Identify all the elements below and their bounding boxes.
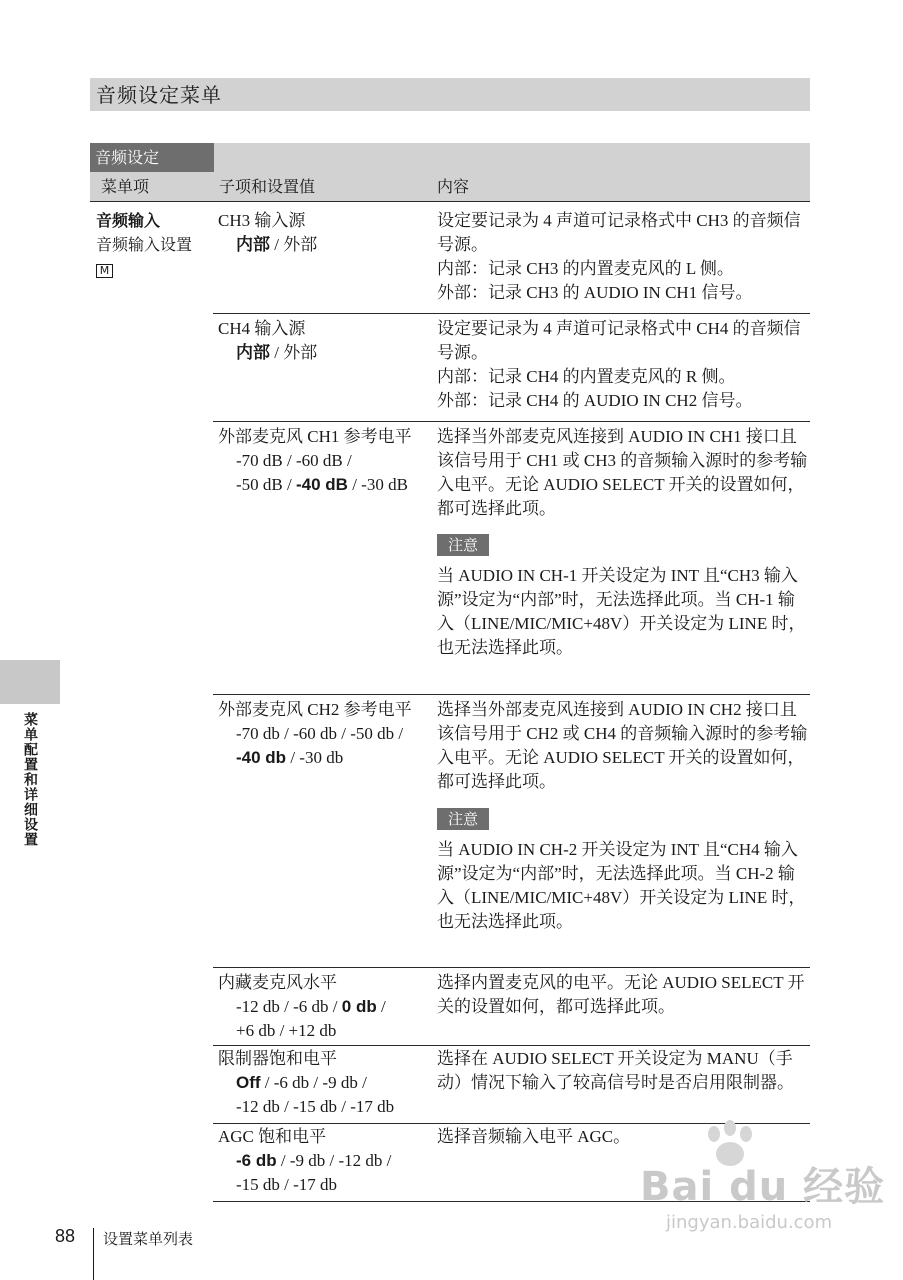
sub-item-options: [218, 233, 433, 257]
footer-title: 设置菜单列表: [103, 1230, 194, 1248]
sub-item-options: -70 dB / -60 dB /: [236, 451, 352, 470]
option-values: / -6 db / -9 db /: [260, 1073, 367, 1092]
option-values: / 外部: [270, 343, 318, 362]
description-line: 内部：记录 CH3 的内置麦克风的 L 侧。: [437, 259, 734, 278]
row-divider: [213, 421, 810, 422]
category-tag: 音频设定: [90, 143, 214, 172]
sub-item-options: [218, 473, 433, 497]
sub-item-options: [218, 1071, 433, 1095]
sub-item-options: [218, 746, 433, 770]
row-divider: [213, 1045, 810, 1046]
sub-item: [218, 1125, 433, 1197]
sub-item-options: -12 db / -15 db / -17 db: [236, 1097, 395, 1116]
sub-item: [218, 425, 433, 497]
description: 选择音频输入电平 AGC。: [437, 1127, 631, 1146]
sub-item-name: 外部麦克风 CH2 参考电平: [218, 700, 412, 719]
sub-item: [218, 698, 433, 770]
menu-item-name: 音频输入: [96, 211, 161, 230]
sub-item-name: AGC 饱和电平: [218, 1127, 327, 1146]
option-values: -50 dB /: [236, 475, 296, 494]
default-value: 内部: [236, 235, 270, 254]
sub-item-name: CH4 输入源: [218, 319, 306, 338]
option-values: -12 db / -6 db /: [236, 997, 342, 1016]
header-item: 菜单项: [101, 177, 150, 196]
note-text: 当 AUDIO IN CH-2 开关设定为 INT 且“CH4 输入源”设定为“内部”时，无法选择此项。当 CH-2 输入（LINE/MIC/MIC+48V）开关设定为 LINE 时，也无法选择此项。: [437, 840, 806, 931]
footer-divider: [93, 1228, 94, 1280]
sub-item-name: 外部麦克风 CH1 参考电平: [218, 427, 412, 446]
sub-item: [218, 1047, 433, 1119]
description-line: 设定要记录为 4 声道可记录格式中 CH4 的音频信号源。: [437, 319, 801, 362]
option-values: / -30 dB: [347, 475, 408, 494]
description: [437, 209, 811, 305]
side-tab-marker: [0, 660, 60, 704]
menu-item-cell: [96, 209, 206, 281]
sub-item-name: 限制器饱和电平: [218, 1049, 337, 1068]
table-header: [90, 143, 810, 201]
watermark-logo: Bai du 经验: [640, 1164, 886, 1210]
default-value: 内部: [236, 343, 270, 362]
mode-badge: M: [96, 264, 113, 278]
page-number: 88: [55, 1226, 76, 1246]
note-text: 当 AUDIO IN CH-1 开关设定为 INT 且“CH3 输入源”设定为“内部”时，无法选择此项。当 CH-1 输入（LINE/MIC/MIC+48V）开关设定为 LINE 时，也无法选择此项。: [437, 566, 806, 657]
default-value: -40 dB: [295, 475, 348, 494]
header-content: 内容: [437, 177, 470, 196]
description-line: 外部：记录 CH4 的 AUDIO IN CH2 信号。: [437, 391, 753, 410]
option-values: / 外部: [270, 235, 318, 254]
header-divider: [90, 201, 810, 202]
watermark-url: jingyan.baidu.com: [666, 1212, 833, 1233]
sub-item-options: [218, 995, 433, 1019]
option-values: / -9 db / -12 db /: [276, 1151, 392, 1170]
default-value: 0 db: [341, 997, 377, 1016]
note-label: 注意: [437, 534, 489, 556]
menu-item-desc: 音频输入设置: [96, 235, 193, 254]
sub-item-options: +6 db / +12 db: [236, 1021, 337, 1040]
option-values: /: [376, 997, 386, 1016]
sub-item-name: 内藏麦克风水平: [218, 973, 337, 992]
sub-item: [218, 317, 433, 365]
description-line: 设定要记录为 4 声道可记录格式中 CH3 的音频信号源。: [437, 211, 801, 254]
option-values: / -30 db: [286, 748, 344, 767]
row-divider: [213, 313, 810, 314]
side-tab-label: 菜单配置和详细设置: [22, 712, 38, 847]
note-label: 注意: [437, 808, 489, 830]
description: [437, 317, 811, 413]
description: 选择当外部麦克风连接到 AUDIO IN CH1 接口且该信号用于 CH1 或 CH3 的音频输入源时的参考输入电平。无论 AUDIO SELECT 开关的设置如何，都可选择此项。: [437, 427, 808, 518]
sub-item-name: CH3 输入源: [218, 211, 306, 230]
description: 选择内置麦克风的电平。无论 AUDIO SELECT 开关的设置如何，都可选择此项。: [437, 973, 805, 1016]
header-sub: 子项和设置值: [219, 177, 316, 196]
sub-item-options: [218, 341, 433, 365]
default-value: -40 db: [236, 748, 287, 767]
row-divider: [213, 694, 810, 695]
row-divider: [213, 967, 810, 968]
description-line: 内部：记录 CH4 的内置麦克风的 R 侧。: [437, 367, 736, 386]
sub-item-options: -15 db / -17 db: [236, 1175, 338, 1194]
default-value: -6 db: [236, 1151, 277, 1170]
description-line: 外部：记录 CH3 的 AUDIO IN CH1 信号。: [437, 283, 753, 302]
section-title: 音频设定菜单: [90, 78, 810, 111]
sub-item: [218, 209, 433, 257]
sub-item-options: -70 db / -60 db / -50 db /: [236, 724, 404, 743]
default-value: Off: [236, 1073, 261, 1092]
sub-item-options: [218, 1149, 433, 1173]
description: 选择在 AUDIO SELECT 开关设定为 MANU（手动）情况下输入了较高信号时是否启用限制器。: [437, 1049, 794, 1092]
sub-item: [218, 971, 433, 1043]
description: 选择当外部麦克风连接到 AUDIO IN CH2 接口且该信号用于 CH2 或 CH4 的音频输入源时的参考输入电平。无论 AUDIO SELECT 开关的设置如何，都可选择此项。: [437, 700, 808, 791]
